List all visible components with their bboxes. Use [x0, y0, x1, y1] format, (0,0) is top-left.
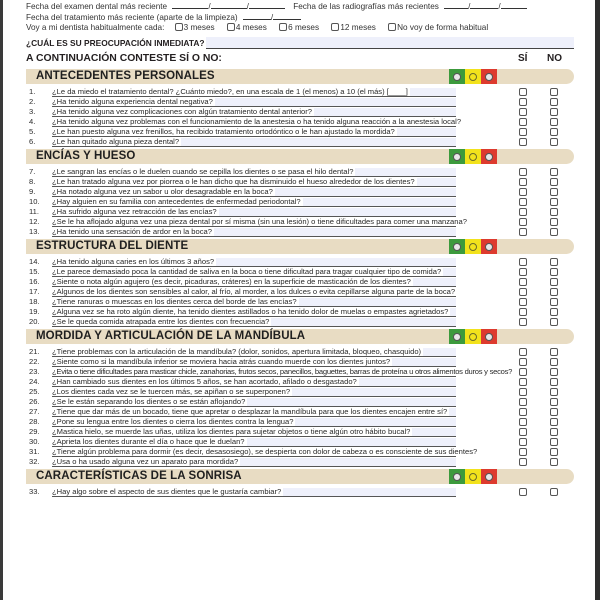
question-row [26, 127, 574, 137]
last-exam-label: Fecha del examen dental más reciente [26, 2, 168, 11]
question-row [26, 417, 574, 427]
checkbox[interactable] [175, 23, 183, 31]
immediate-concern-field[interactable] [206, 37, 574, 49]
yes-checkbox[interactable] [519, 98, 527, 106]
section-2 [26, 149, 574, 237]
last-xray-year-field[interactable] [501, 0, 527, 9]
yes-checkbox[interactable] [519, 458, 527, 466]
no-checkbox[interactable] [550, 438, 558, 446]
section-header [26, 149, 574, 164]
question-number: 17. [29, 287, 40, 296]
frequency-option-6[interactable]: 6 meses [279, 23, 319, 32]
red-light-icon [481, 239, 497, 254]
question-list [26, 347, 574, 467]
question-text: ¿Le han puesto alguna vez frenillos, ha recibido tratamiento ortodóntico o le han ajustado la mordida? [52, 127, 395, 136]
red-light-icon [481, 329, 497, 344]
question-row [26, 217, 574, 227]
no-checkbox[interactable] [550, 398, 558, 406]
yes-checkbox[interactable] [519, 428, 527, 436]
yes-checkbox[interactable] [519, 278, 527, 286]
last-exam-row: Fecha del examen dental más reciente / / Fecha de las radiografías más recientes / / [26, 0, 574, 11]
question-list [26, 167, 574, 237]
no-checkbox[interactable] [550, 228, 558, 236]
traffic-light-indicator [449, 239, 497, 254]
last-treatment-label: Fecha del tratamiento más reciente (aparte de la limpieza) [26, 13, 238, 22]
yes-checkbox[interactable] [519, 348, 527, 356]
no-checkbox[interactable] [550, 268, 558, 276]
yes-checkbox[interactable] [519, 198, 527, 206]
question-number: 1. [29, 87, 36, 96]
yellow-light-icon [465, 329, 481, 344]
immediate-concern-label: ¿CUÁL ES SU PREOCUPACIÓN INMEDIATA? [26, 38, 205, 48]
traffic-light-indicator [449, 329, 497, 344]
question-number: 32. [29, 457, 40, 466]
yes-checkbox[interactable] [519, 308, 527, 316]
yes-checkbox[interactable] [519, 448, 527, 456]
no-checkbox[interactable] [550, 318, 558, 326]
yes-checkbox[interactable] [519, 368, 527, 376]
question-text: ¿Hay algo sobre el aspecto de sus dientes que le gustaría cambiar? [52, 487, 282, 496]
no-checkbox[interactable] [550, 448, 558, 456]
question-text: ¿Hay alguien en su familia con antecedentes de enfermedad periodontal? [52, 197, 301, 206]
no-checkbox[interactable] [550, 368, 558, 376]
yes-checkbox[interactable] [519, 128, 527, 136]
no-checkbox[interactable] [550, 188, 558, 196]
no-checkbox[interactable] [550, 358, 558, 366]
question-row [26, 407, 574, 417]
question-row [26, 287, 574, 297]
last-xray-day-field[interactable] [444, 0, 468, 9]
yellow-light-icon [465, 239, 481, 254]
yes-column-header: SÍ [518, 53, 528, 64]
question-number: 26. [29, 397, 40, 406]
green-light-icon [449, 69, 465, 84]
last-exam-day-field[interactable] [172, 0, 208, 9]
question-number: 14. [29, 257, 40, 266]
yes-checkbox[interactable] [519, 228, 527, 236]
no-column-header: NO [547, 53, 562, 64]
yes-checkbox[interactable] [519, 408, 527, 416]
question-number: 9. [29, 187, 36, 196]
yes-checkbox[interactable] [519, 378, 527, 386]
question-row [26, 197, 574, 207]
last-exam-month-field[interactable] [211, 0, 247, 9]
question-row [26, 437, 574, 447]
question-list [26, 87, 574, 147]
last-exam-year-field[interactable] [249, 0, 285, 9]
question-row [26, 317, 574, 327]
question-number: 2. [29, 97, 36, 106]
question-text: ¿Alguna vez se ha roto algún diente, ha tenido dientes astillados o ha tenido dolor de muelas o empastes agrietados? [52, 307, 449, 316]
section-title: CARACTERÍSTICAS DE LA SONRISA [36, 470, 242, 482]
last-xray-month-field[interactable] [470, 0, 498, 9]
question-number: 4. [29, 117, 36, 126]
green-light-icon [449, 329, 465, 344]
question-row [26, 297, 574, 307]
frequency-option-3[interactable]: 3 meses [175, 23, 215, 32]
checkbox[interactable] [331, 23, 339, 31]
question-row [26, 107, 574, 117]
question-text: ¿Se le están separando los dientes o se están aflojando? [52, 397, 246, 406]
red-light-icon [481, 469, 497, 484]
question-number: 25. [29, 387, 40, 396]
question-number: 13. [29, 227, 40, 236]
question-number: 11. [29, 207, 39, 216]
no-checkbox[interactable] [550, 178, 558, 186]
yes-checkbox[interactable] [519, 358, 527, 366]
dental-questionnaire-page [26, 0, 574, 497]
question-text: ¿Tiene que dar más de un bocado, tiene que apretar o desplazar la mandíbula para que los dientes encajen entre sí? [52, 407, 448, 416]
question-number: 15. [29, 267, 40, 276]
question-text: ¿Tiene problemas con la articulación de la mandíbula? (dolor, sonidos, apertura limitada, bloqueo, chasquido) [52, 347, 422, 356]
section-title: ANTECEDENTES PERSONALES [36, 70, 215, 82]
question-row [26, 97, 574, 107]
question-number: 10. [29, 197, 40, 206]
question-number: 30. [29, 437, 40, 446]
yes-checkbox[interactable] [519, 398, 527, 406]
question-row [26, 277, 574, 287]
red-light-icon [481, 69, 497, 84]
checkbox[interactable] [388, 23, 396, 31]
no-checkbox[interactable] [550, 108, 558, 116]
yes-checkbox[interactable] [519, 298, 527, 306]
instruction-row [26, 51, 574, 67]
no-checkbox[interactable] [550, 308, 558, 316]
question-row [26, 347, 574, 357]
question-row [26, 307, 574, 317]
section-header [26, 239, 574, 254]
traffic-light-indicator [449, 69, 497, 84]
yes-checkbox[interactable] [519, 438, 527, 446]
question-text: ¿Aprieta los dientes durante el día o hace que le duelan? [52, 437, 245, 446]
last-xray-label: Fecha de las radiografías más recientes [293, 2, 439, 11]
question-text: ¿Le da miedo el tratamiento dental? ¿Cuánto miedo?, en una escala de 1 (el menos) a 10 (el más) [____] [52, 87, 408, 96]
question-row [26, 387, 574, 397]
instruction-text: A CONTINUACIÓN CONTESTE SÍ O NO: [26, 53, 222, 64]
no-checkbox[interactable] [550, 458, 558, 466]
question-row [26, 187, 574, 197]
no-checkbox[interactable] [550, 348, 558, 356]
question-number: 31. [29, 447, 40, 456]
no-checkbox[interactable] [550, 298, 558, 306]
yes-checkbox[interactable] [519, 178, 527, 186]
no-checkbox[interactable] [550, 128, 558, 136]
no-checkbox[interactable] [550, 118, 558, 126]
frequency-label: Voy a mi dentista habitualmente cada: [26, 23, 165, 32]
traffic-light-indicator [449, 149, 497, 164]
yes-checkbox[interactable] [519, 168, 527, 176]
no-checkbox[interactable] [550, 388, 558, 396]
no-checkbox[interactable] [550, 278, 558, 286]
question-row [26, 487, 574, 497]
question-text: ¿Ha tenido alguna experiencia dental negativa? [52, 97, 213, 106]
section-5 [26, 469, 574, 497]
frequency-option-12[interactable]: 12 meses [331, 23, 376, 32]
question-row [26, 267, 574, 277]
section-header [26, 469, 574, 484]
question-text: ¿Usa o ha usado alguna vez un aparato para mordida? [52, 457, 239, 466]
question-number: 5. [29, 127, 36, 136]
yes-checkbox[interactable] [519, 258, 527, 266]
question-row [26, 367, 574, 377]
no-checkbox[interactable] [550, 428, 558, 436]
yes-checkbox[interactable] [519, 388, 527, 396]
section-header [26, 69, 574, 84]
yes-checkbox[interactable] [519, 488, 527, 496]
yes-checkbox[interactable] [519, 108, 527, 116]
traffic-light-indicator [449, 469, 497, 484]
question-text: ¿Evita o tiene dificultades para masticar chicle, zanahorias, frutos secos, panecillos, baguettes, barras de proteína u otros alimentos duros y secos? [52, 367, 513, 376]
question-number: 3. [29, 107, 36, 116]
question-text: ¿Ha notado alguna vez un sabor u olor desagradable en la boca? [52, 187, 273, 196]
yes-checkbox[interactable] [519, 288, 527, 296]
question-number: 27. [29, 407, 40, 416]
question-text: ¿Le han quitado alguna pieza dental? [52, 137, 180, 146]
question-text: ¿Mastica hielo, se muerde las uñas, utiliza los dientes para sujetar objetos o tiene algún otro hábito bucal? [52, 427, 411, 436]
red-light-icon [481, 149, 497, 164]
question-number: 8. [29, 177, 36, 186]
frequency-option-irregular[interactable]: No voy de forma habitual [388, 23, 488, 32]
frequency-row [26, 22, 574, 33]
no-checkbox[interactable] [550, 168, 558, 176]
question-text: ¿Se le ha aflojado alguna vez una pieza dental por sí misma (sin una lesión) o tiene dificultades para comer una manzana? [52, 217, 467, 226]
question-sections [26, 69, 574, 497]
question-row [26, 117, 574, 127]
section-header [26, 329, 574, 344]
question-text: ¿Algunos de los dientes son sensibles al calor, al frío, al morder, a los dulces o evita cepillarse alguna parte de la boca? [52, 287, 456, 296]
no-checkbox[interactable] [550, 138, 558, 146]
question-row [26, 357, 574, 367]
green-light-icon [449, 469, 465, 484]
yes-checkbox[interactable] [519, 268, 527, 276]
question-text: ¿Tiene algún problema para dormir (es decir, desasosiego), se despierta con dolor de cabeza o es consciente de sus dientes? [52, 447, 478, 456]
no-checkbox[interactable] [550, 488, 558, 496]
question-text: ¿Ha sufrido alguna vez retracción de las encías? [52, 207, 217, 216]
no-checkbox[interactable] [550, 418, 558, 426]
question-number: 21. [29, 347, 40, 356]
question-text: ¿Le han tratado alguna vez por piorrea o le han dicho que ha disminuido el hueso alrededor de los dientes? [52, 177, 415, 186]
section-title: ESTRUCTURA DEL DIENTE [36, 240, 189, 252]
question-text: ¿Tiene ranuras o muescas en los dientes cerca del borde de las encías? [52, 297, 297, 306]
last-treatment-row: Fecha del tratamiento más reciente (aparte de la limpieza) / [26, 11, 574, 22]
question-text: ¿Ha tenido alguna vez complicaciones con algún tratamiento dental anterior? [52, 107, 313, 116]
yellow-light-icon [465, 69, 481, 84]
question-text: ¿Han cambiado sus dientes en los últimos 5 años, se han acortado, afilado o desgastado? [52, 377, 357, 386]
no-checkbox[interactable] [550, 288, 558, 296]
question-number: 24. [29, 377, 40, 386]
section-title: ENCÍAS Y HUESO [36, 150, 136, 162]
yellow-light-icon [465, 469, 481, 484]
question-number: 7. [29, 167, 36, 176]
question-number: 28. [29, 417, 40, 426]
question-text: ¿Siente o nota algún agujero (es decir, picaduras, cráteres) en la superficie de masticación de los dientes? [52, 277, 411, 286]
section-1 [26, 69, 574, 147]
question-text: ¿Le sangran las encías o le duelen cuando se cepilla los dientes o se pasa el hilo dental? [52, 167, 354, 176]
question-number: 6. [29, 137, 36, 146]
no-checkbox[interactable] [550, 408, 558, 416]
question-number: 22. [29, 357, 40, 366]
question-list [26, 487, 574, 497]
question-row [26, 457, 574, 467]
question-row [26, 207, 574, 217]
green-light-icon [449, 239, 465, 254]
question-number: 23. [29, 367, 40, 376]
yes-checkbox[interactable] [519, 118, 527, 126]
no-checkbox[interactable] [550, 198, 558, 206]
yes-checkbox[interactable] [519, 218, 527, 226]
question-number: 19. [29, 307, 40, 316]
green-light-icon [449, 149, 465, 164]
question-row [26, 167, 574, 177]
yellow-light-icon [465, 149, 481, 164]
question-text: ¿Se le queda comida atrapada entre los dientes con frecuencia? [52, 317, 270, 326]
question-number: 16. [29, 277, 40, 286]
question-row [26, 427, 574, 437]
window-edge-right [595, 0, 600, 600]
yes-checkbox[interactable] [519, 318, 527, 326]
question-row [26, 87, 574, 97]
no-checkbox[interactable] [550, 88, 558, 96]
yes-checkbox[interactable] [519, 188, 527, 196]
question-text: ¿Los dientes cada vez se le tuercen más, se apiñan o se superponen? [52, 387, 291, 396]
question-row [26, 227, 574, 237]
last-treatment-month-field[interactable] [273, 11, 301, 20]
section-title: MORDIDA Y ARTICULACIÓN DE LA MANDÍBULA [36, 330, 306, 342]
frequency-option-4[interactable]: 4 meses [227, 23, 267, 32]
no-checkbox[interactable] [550, 378, 558, 386]
question-number: 18. [29, 297, 40, 306]
section-4 [26, 329, 574, 467]
question-text: ¿Siente como si la mandíbula inferior se moviera hacia atrás cuando muerde con los dientes juntos? [52, 357, 391, 366]
question-number: 29. [29, 427, 40, 436]
section-3 [26, 239, 574, 327]
window-edge-left [0, 0, 3, 600]
question-text: ¿Pone su lengua entre los dientes o cierra los dientes contra la lengua? [52, 417, 294, 426]
yes-checkbox[interactable] [519, 138, 527, 146]
question-row [26, 137, 574, 147]
question-row [26, 257, 574, 267]
no-checkbox[interactable] [550, 218, 558, 226]
checkbox[interactable] [227, 23, 235, 31]
question-number: 20. [29, 317, 40, 326]
question-list [26, 257, 574, 327]
question-text: ¿Ha tenido alguna vez problemas con el funcionamiento de la anestesia o ha tenido alguna reacción a la anestesia local? [52, 117, 462, 126]
immediate-concern-row [26, 37, 574, 49]
question-row [26, 177, 574, 187]
question-number: 12. [29, 217, 40, 226]
last-treatment-day-field[interactable] [243, 11, 271, 20]
question-text: ¿Ha tenido una sensación de ardor en la boca? [52, 227, 212, 236]
yes-checkbox[interactable] [519, 208, 527, 216]
yes-checkbox[interactable] [519, 418, 527, 426]
question-text: ¿Le parece demasiado poca la cantidad de saliva en la boca o tiene dificultad para tragar cualquier tipo de comida? [52, 267, 442, 276]
no-checkbox[interactable] [550, 258, 558, 266]
question-row [26, 377, 574, 387]
question-row [26, 447, 574, 457]
question-text: ¿Ha tenido alguna caries en los últimos 3 años? [52, 257, 215, 266]
no-checkbox[interactable] [550, 208, 558, 216]
question-row [26, 397, 574, 407]
yes-checkbox[interactable] [519, 88, 527, 96]
question-number: 33. [29, 487, 40, 496]
no-checkbox[interactable] [550, 98, 558, 106]
checkbox[interactable] [279, 23, 287, 31]
